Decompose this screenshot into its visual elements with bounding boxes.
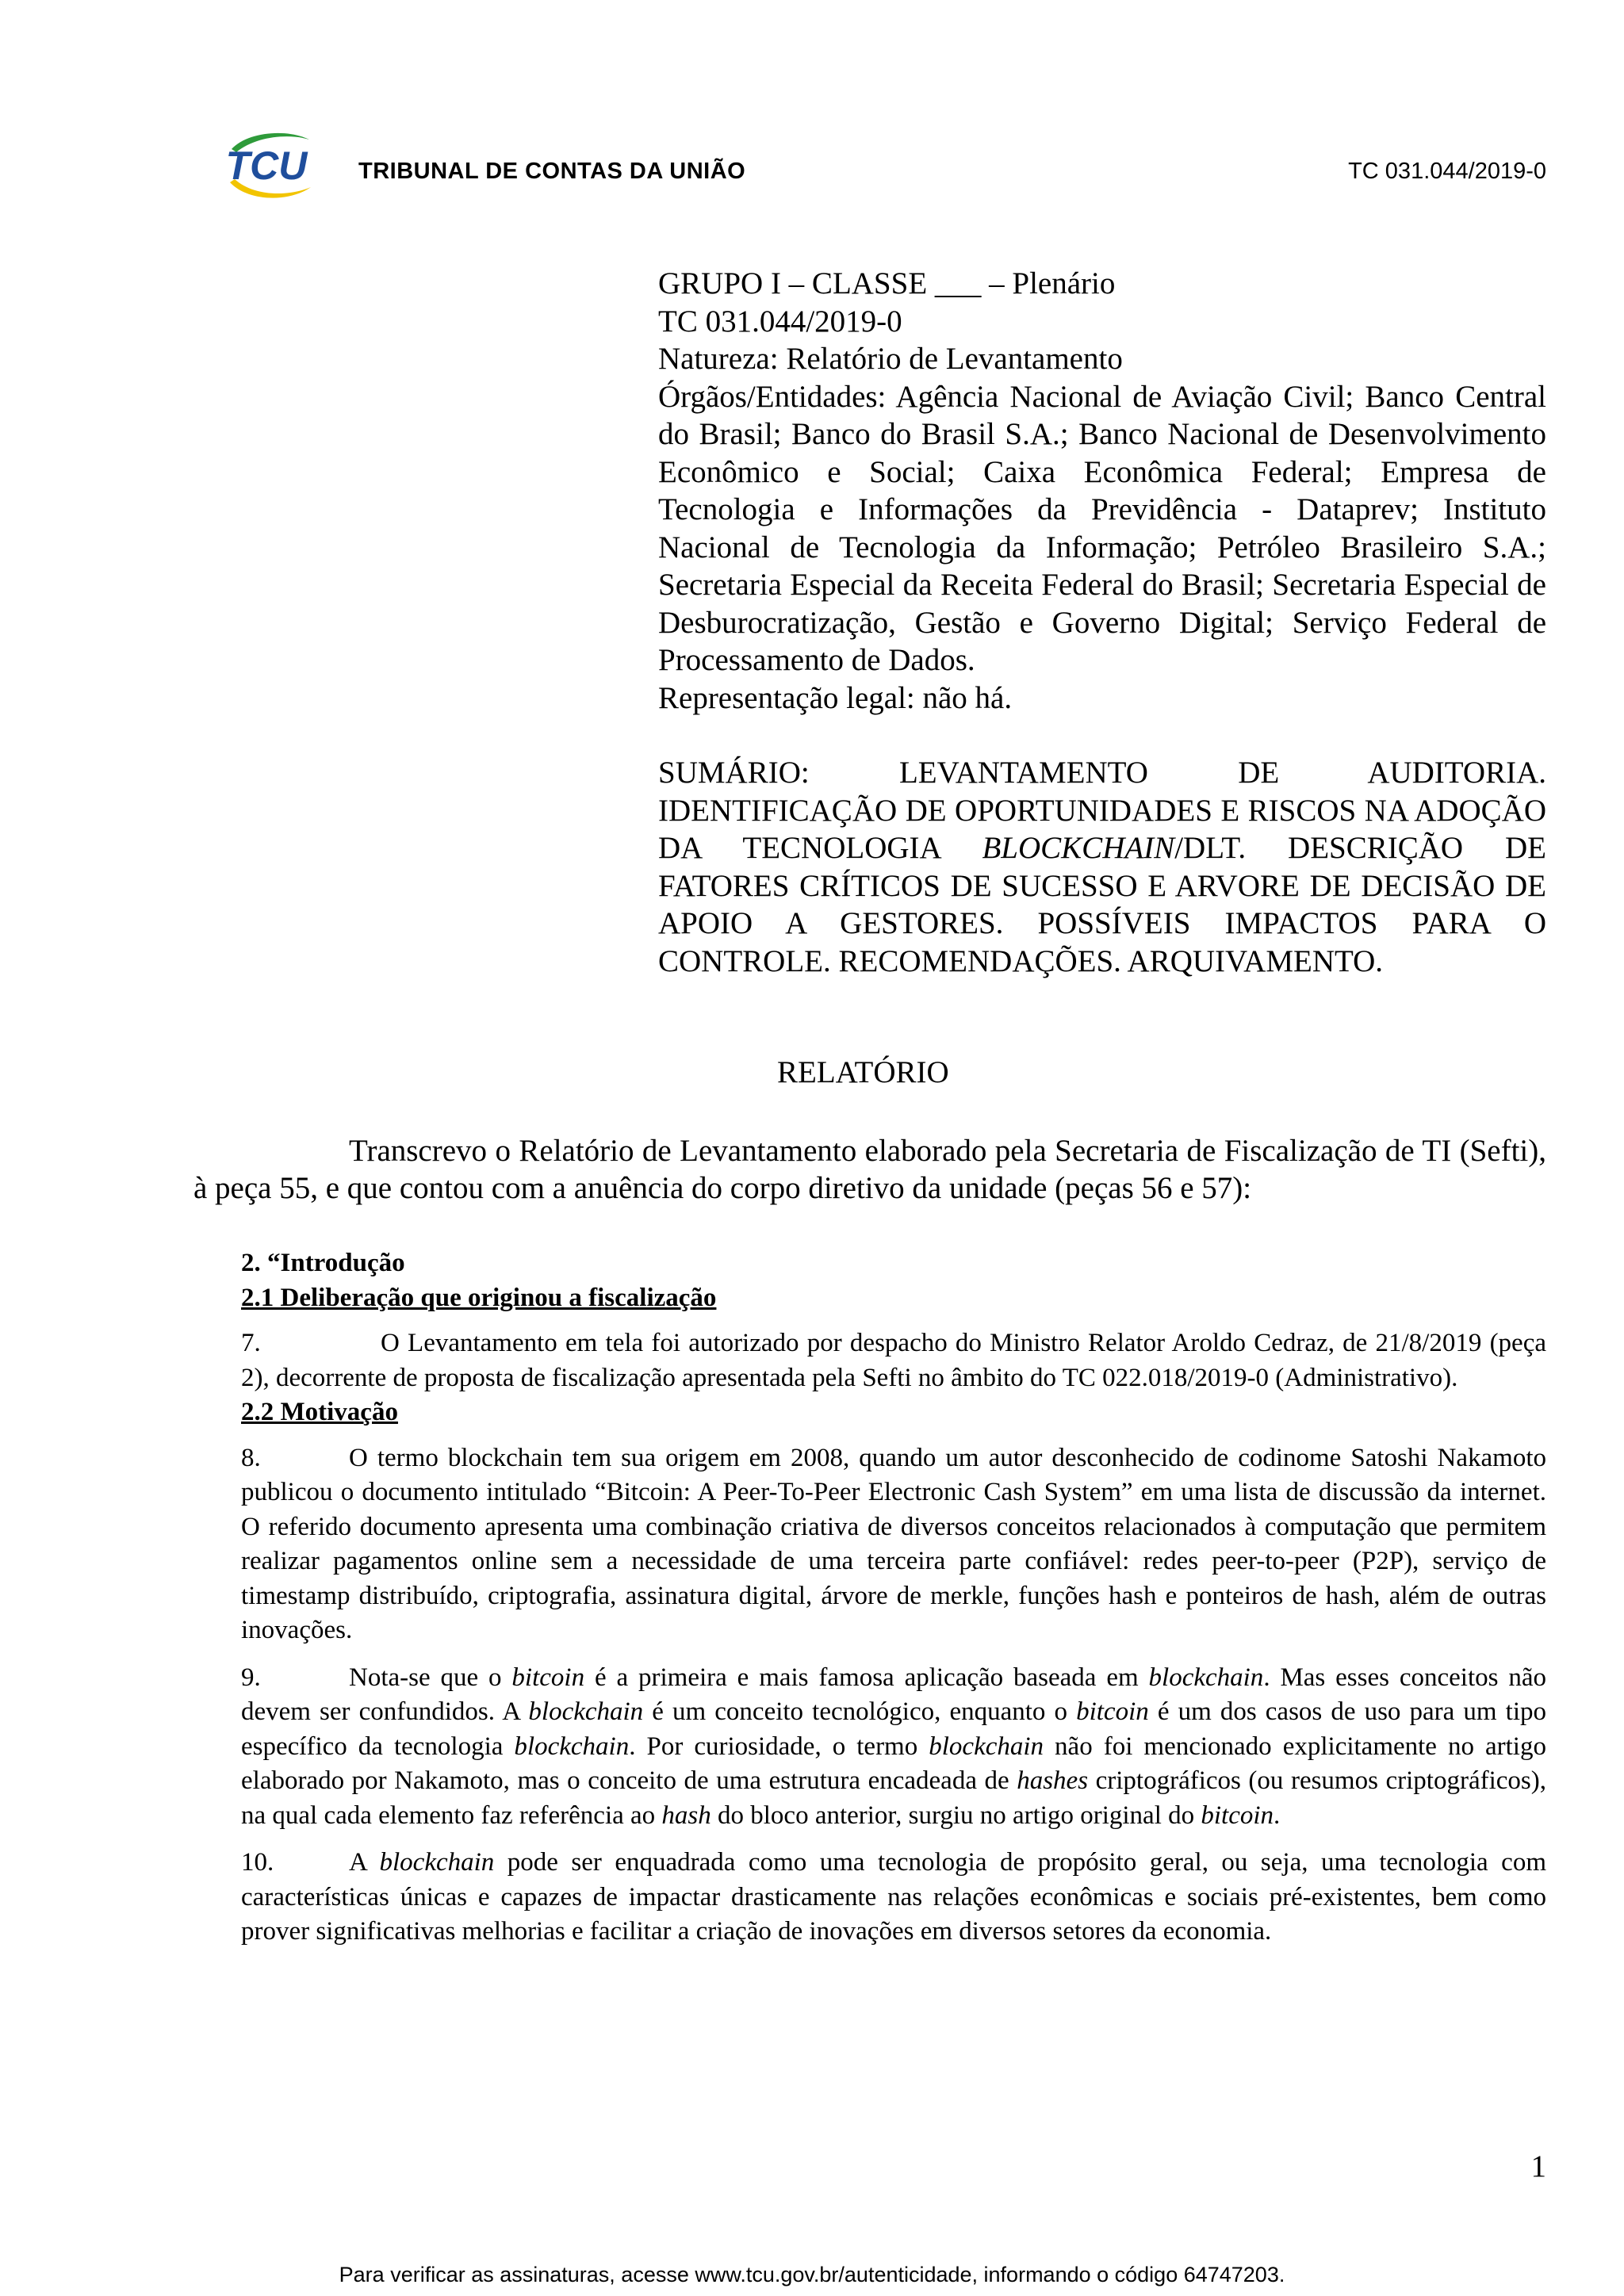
ementa-summary bbox=[658, 754, 1546, 980]
logo-text: TCU bbox=[225, 144, 308, 188]
ementa-nature: Natureza: Relatório de Levantamento bbox=[658, 342, 1123, 376]
report-body bbox=[241, 1246, 1546, 1950]
verification-footer: Para verificar as assinaturas, acesse www.tcu.gov.br/autenticidade, informando o código 64747203. bbox=[339, 2263, 1285, 2286]
section-heading-introduction: 2. “Introdução bbox=[241, 1249, 405, 1277]
text: criptográficos (ou resumos criptográficos), na qual cada elemento faz referência ao bbox=[241, 1766, 1546, 1830]
text: Nota-se que o bbox=[349, 1663, 512, 1692]
section-heading-deliberation: 2.1 Deliberação que originou a fiscalização bbox=[241, 1283, 717, 1312]
spacer bbox=[658, 717, 1546, 754]
report-title: RELATÓRIO bbox=[777, 1055, 949, 1089]
paragraph-9 bbox=[241, 1661, 1546, 1834]
italic-term: blockchain bbox=[1148, 1663, 1264, 1692]
text: . Por curiosidade, o termo bbox=[629, 1732, 929, 1761]
paragraph-number: 10. bbox=[241, 1848, 274, 1877]
paragraph-7 bbox=[241, 1326, 1546, 1395]
italic-term: blockchain bbox=[528, 1697, 644, 1726]
italic-term: hashes bbox=[1017, 1766, 1089, 1795]
institution-name: TRIBUNAL DE CONTAS DA UNIÃO bbox=[358, 159, 746, 184]
ementa-block bbox=[658, 265, 1546, 980]
ementa-process: TC 031.044/2019-0 bbox=[658, 304, 902, 339]
tcu-logo bbox=[216, 125, 319, 205]
header-process-number: TC 031.044/2019-0 bbox=[1348, 159, 1546, 184]
paragraph-number: 9. bbox=[241, 1663, 261, 1692]
text: é a primeira e mais famosa aplicação baseada em bbox=[584, 1663, 1149, 1692]
paragraph-10 bbox=[241, 1846, 1546, 1950]
ementa-group: GRUPO I – CLASSE ___ – Plenário bbox=[658, 266, 1116, 300]
text: não foi mencionado explicitamente no artigo elaborado por Nakamoto, mas o conceito de uma estrutura encadeada de bbox=[241, 1732, 1546, 1795]
paragraph-text: O Levantamento em tela foi autorizado por despacho do Ministro Relator Aroldo Cedraz, de 21/8/2019 (peça 2), decorrente de proposta de fiscalização apresentada pela Sefti no âmbito do TC 022.018/2019-0 (Administrativo). bbox=[241, 1329, 1546, 1392]
ementa-entities: Órgãos/Entidades: Agência Nacional de Aviação Civil; Banco Central do Brasil; Banco do Brasil S.A.; Banco Nacional de Desenvolvimento Econômico e Social; Caixa Econômica Federal; Empresa de Tecnologia e Informações da Previdência - Dataprev; Instituto Nacional de Tecnologia da Informação; Petróleo Brasileiro S.A.; Secretaria Especial da Receita Federal do Brasil; Secretaria Especial de Desburocratização, Gestão e Governo Digital; Serviço Federal de Processamento de Dados. bbox=[658, 379, 1546, 677]
italic-term: bitcoin bbox=[1076, 1697, 1149, 1726]
italic-term: blockchain bbox=[929, 1732, 1044, 1761]
ementa-legal-representation: Representação legal: não há. bbox=[658, 680, 1013, 715]
paragraph-number: 7. bbox=[241, 1329, 261, 1357]
text: A bbox=[349, 1848, 380, 1877]
paragraph-text: O termo blockchain tem sua origem em 2008, quando um autor desconhecido de codinome Satoshi Nakamoto publicou o documento intitulado “Bitcoin: A Peer-To-Peer Electronic Cash System” em uma lista de discussão da internet. O referido documento apresenta uma combinação criativa de diversos conceitos relacionados à computação que permitem realizar pagamentos online sem a necessidade de uma terceira parte confiável: redes peer-to-peer (P2P), serviço de timestamp distribuído, criptografia, assinatura digital, árvore de merkle, funções hash e ponteiros de hash, além de outras inovações. bbox=[241, 1443, 1546, 1644]
text: . bbox=[1274, 1800, 1281, 1830]
page-number: 1 bbox=[1530, 2149, 1546, 2183]
summary-text: SUMÁRIO: LEVANTAMENTO DE AUDITORIA. IDENTIFICAÇÃO DE OPORTUNIDADES E RISCOS NA ADOÇÃO DA TECNOLOGIA bbox=[658, 756, 1546, 865]
text: do bloco anterior, surgiu no artigo original do bbox=[710, 1800, 1201, 1830]
text: . Mas esses conceitos não devem ser confundidos. A bbox=[241, 1663, 1547, 1726]
italic-term: bitcoin bbox=[511, 1663, 585, 1692]
text: pode ser enquadrada como uma tecnologia de propósito geral, ou seja, uma tecnologia com características únicas e capazes de impactar drasticamente nas relações econômicas e sociais pré-existentes, bem como prover significativas melhorias e facilitar a criação de inovações em diversos setores da economia. bbox=[241, 1848, 1546, 1946]
italic-term: hash bbox=[661, 1800, 711, 1830]
italic-term: bitcoin bbox=[1201, 1800, 1274, 1830]
summary-text: /DLT. DESCRIÇÃO DE FATORES CRÍTICOS DE SUCESSO E ARVORE DE DECISÃO DE APOIO A GESTORES. POSSÍVEIS IMPACTOS PARA O CONTROLE. RECOMENDAÇÕES. ARQUIVAMENTO. bbox=[658, 831, 1546, 978]
italic-term: blockchain bbox=[379, 1848, 495, 1877]
text: é um dos casos de uso para um tipo específico da tecnologia bbox=[241, 1697, 1546, 1761]
paragraph-8 bbox=[241, 1441, 1546, 1648]
paragraph-number: 8. bbox=[241, 1443, 261, 1472]
summary-italic-term: BLOCKCHAIN bbox=[982, 831, 1175, 865]
intro-paragraph: Transcrevo o Relatório de Levantamento elaborado pela Secretaria de Fiscalização de TI (Sefti), à peça 55, e que contou com a anuência do corpo diretivo da unidade (peças 56 e 57): bbox=[193, 1134, 1546, 1205]
section-heading-motivation: 2.2 Motivação bbox=[241, 1398, 398, 1426]
italic-term: blockchain bbox=[514, 1732, 630, 1761]
text: é um conceito tecnológico, enquanto o bbox=[643, 1697, 1077, 1726]
